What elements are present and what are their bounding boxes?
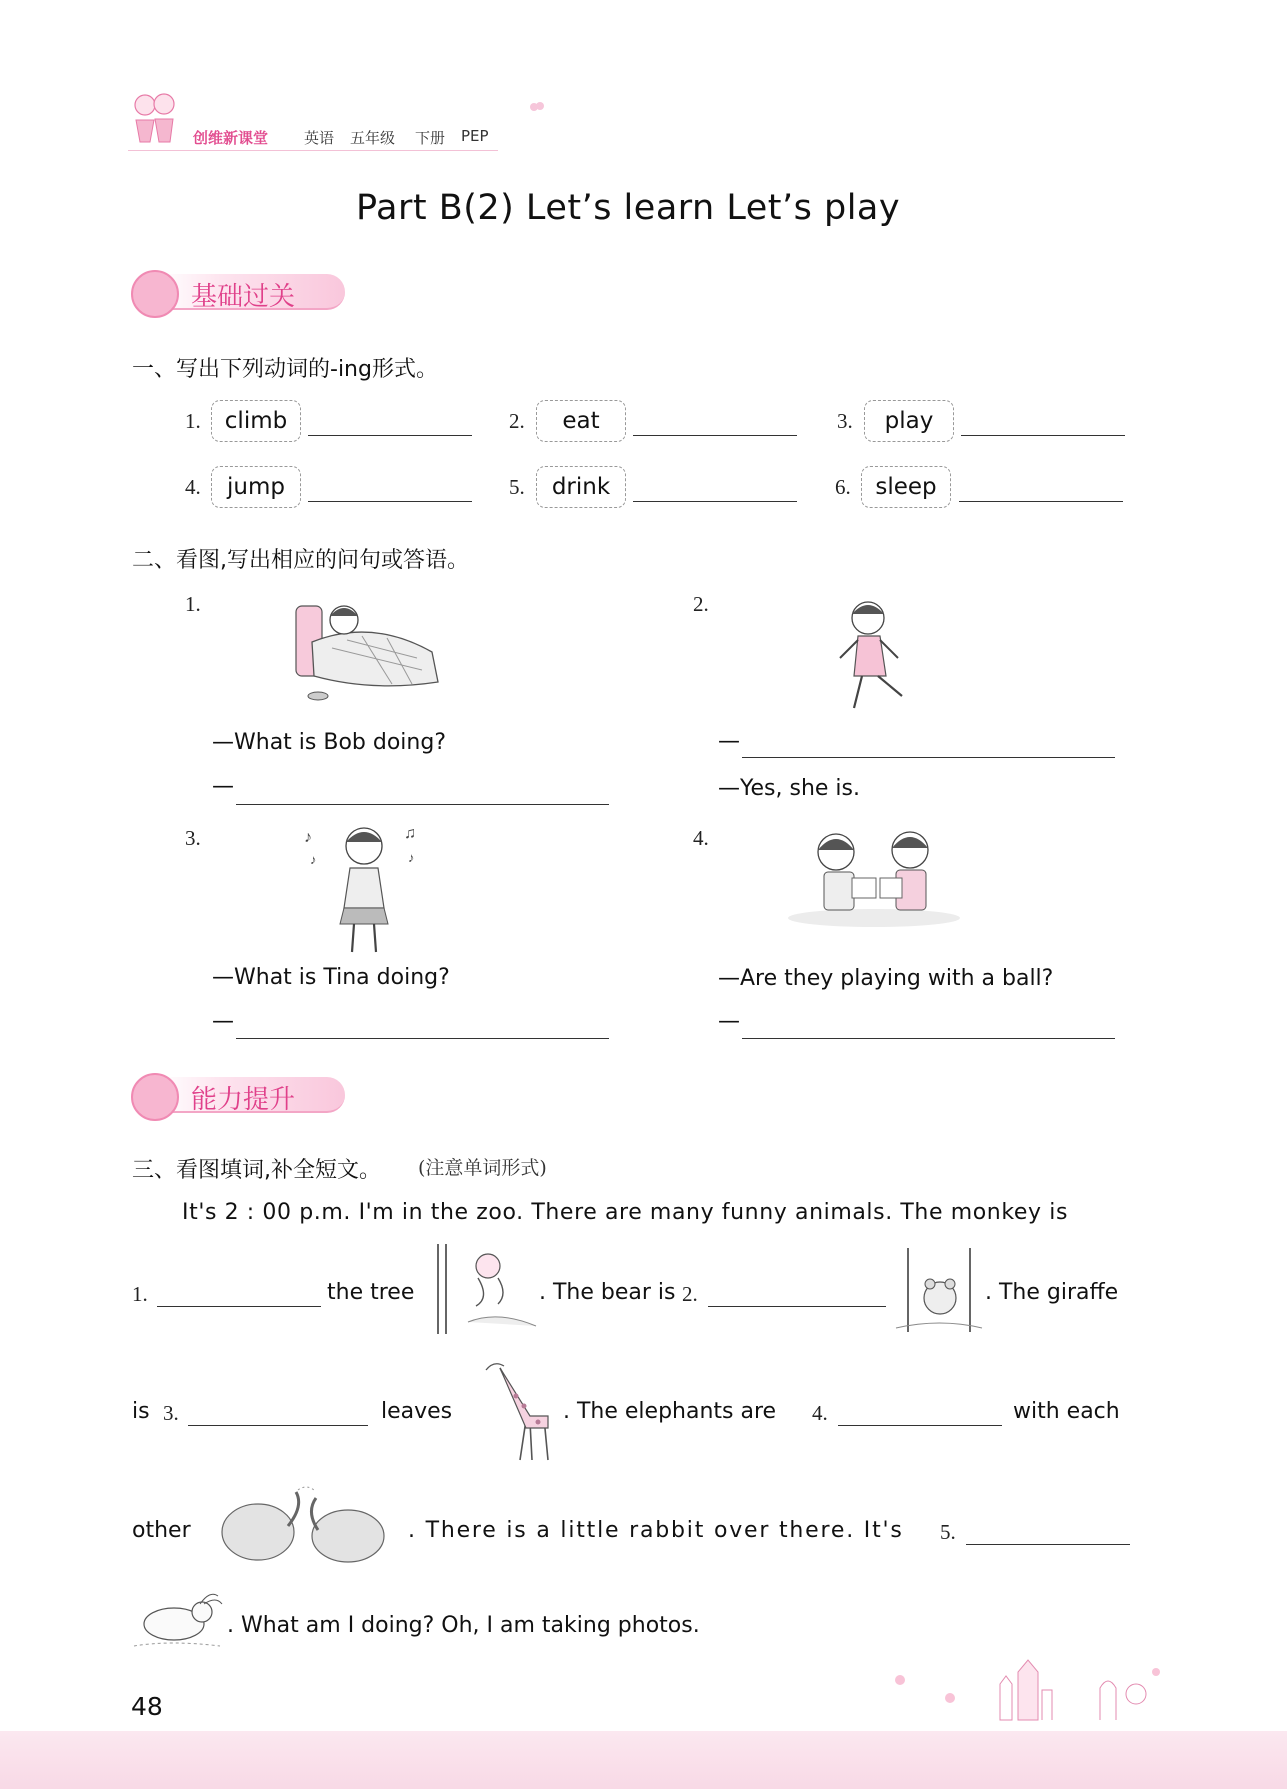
answer-blank[interactable] [236, 804, 609, 805]
blank-number: 5. [940, 1520, 956, 1544]
item-number: 1. [185, 592, 201, 616]
castle-decoration [880, 1650, 1170, 1722]
svg-text:♫: ♫ [404, 825, 416, 842]
answer-blank[interactable] [961, 435, 1125, 436]
dialogue-question: — [718, 729, 740, 754]
item-number: 3. [837, 409, 853, 433]
item-number: 3. [185, 826, 201, 850]
answer-blank[interactable] [742, 1038, 1115, 1039]
bear-in-tree-picture [892, 1248, 986, 1332]
footer-band [0, 1731, 1287, 1789]
answer-blank[interactable] [708, 1306, 886, 1307]
answer-blank[interactable] [236, 1038, 609, 1039]
section-banner-advanced [131, 1073, 355, 1117]
header-edition: PEP [461, 127, 489, 145]
item-number: 6. [835, 475, 851, 499]
svg-text:♪: ♪ [304, 829, 312, 846]
item-number: 2. [693, 592, 709, 616]
passage-text: other [132, 1518, 191, 1543]
word-box: sleep [861, 466, 951, 508]
answer-blank[interactable] [633, 435, 797, 436]
header-mascot [128, 90, 180, 150]
rabbit-picture [130, 1590, 226, 1650]
dialogue-question: —Are they playing with a ball? [718, 966, 1054, 991]
blank-number: 2. [682, 1282, 698, 1306]
word-box: play [864, 400, 954, 442]
flower-decoration [528, 100, 546, 114]
page-title: Part B(2) Let’s learn Let’s play [356, 188, 901, 228]
q1-heading: 一、写出下列动词的-ing形式。 [132, 357, 438, 382]
mascot-badge-icon [131, 1073, 179, 1121]
passage-line-1: It's 2 : 00 p.m. I'm in the zoo. There are many funny animals. The monkey is [182, 1200, 1069, 1225]
passage-text: . What am I doing? Oh, I am taking photos. [227, 1613, 700, 1638]
word-box: jump [211, 466, 301, 508]
dialogue-question: —What is Tina doing? [212, 965, 450, 990]
giraffe-picture [460, 1356, 562, 1464]
item-number: 5. [509, 475, 525, 499]
answer-blank[interactable] [308, 435, 472, 436]
passage-text: . The bear is [539, 1280, 676, 1305]
answer-blank[interactable] [966, 1544, 1130, 1545]
elephants-picture [202, 1482, 402, 1574]
passage-text: the tree [327, 1280, 415, 1305]
word-box: climb [211, 400, 301, 442]
q3-heading: 三、看图填词,补全短文。 [132, 1158, 381, 1183]
item-number: 4. [185, 475, 201, 499]
answer-blank[interactable] [959, 501, 1123, 502]
kids-reading-picture [784, 822, 964, 930]
dialogue-answer: — [212, 774, 234, 799]
passage-text: . The elephants are [563, 1399, 777, 1424]
blank-number: 4. [812, 1401, 828, 1425]
passage-text: . There is a little rabbit over there. It's [408, 1518, 904, 1543]
passage-text: . The giraffe [985, 1280, 1119, 1305]
dialogue-question: —What is Bob doing? [212, 730, 446, 755]
dialogue-answer: — [212, 1009, 234, 1034]
header-grade: 五年级 [350, 129, 396, 147]
blank-number: 1. [132, 1282, 148, 1306]
passage-text: leaves [381, 1399, 453, 1424]
section-title-basic: 基础过关 [191, 282, 296, 312]
passage-text: is [132, 1399, 150, 1424]
header-volume: 下册 [415, 129, 446, 147]
answer-blank[interactable] [633, 501, 797, 502]
header-underline [128, 150, 498, 151]
answer-blank[interactable] [742, 757, 1115, 758]
word-box: drink [536, 466, 626, 508]
page-number: 48 [131, 1692, 163, 1721]
running-girl-picture [832, 588, 928, 720]
item-number: 1. [185, 409, 201, 433]
word-box: eat [536, 400, 626, 442]
answer-blank[interactable] [308, 501, 472, 502]
header-brand: 创维新课堂 [193, 129, 269, 147]
dialogue-answer: — [718, 1009, 740, 1034]
answer-blank[interactable] [188, 1425, 368, 1426]
passage-text: with each [1013, 1399, 1120, 1424]
svg-text:♪: ♪ [408, 850, 415, 865]
item-number: 2. [509, 409, 525, 433]
q2-heading: 二、看图,写出相应的问句或答语。 [132, 548, 469, 573]
answer-blank[interactable] [838, 1425, 1002, 1426]
svg-text:♪: ♪ [310, 852, 317, 867]
item-number: 4. [693, 826, 709, 850]
mascot-badge-icon [131, 270, 179, 318]
header-subject: 英语 [304, 129, 335, 147]
dialogue-answer: —Yes, she is. [718, 776, 861, 801]
section-title-advanced: 能力提升 [191, 1085, 296, 1115]
blank-number: 3. [163, 1401, 179, 1425]
girl-listening-music-picture [296, 812, 432, 958]
section-banner-basic [131, 270, 355, 314]
sleeping-boy-picture [292, 596, 444, 706]
answer-blank[interactable] [157, 1306, 321, 1307]
monkey-on-tree-picture [428, 1244, 540, 1334]
q3-note: (注意单词形式) [418, 1157, 547, 1179]
